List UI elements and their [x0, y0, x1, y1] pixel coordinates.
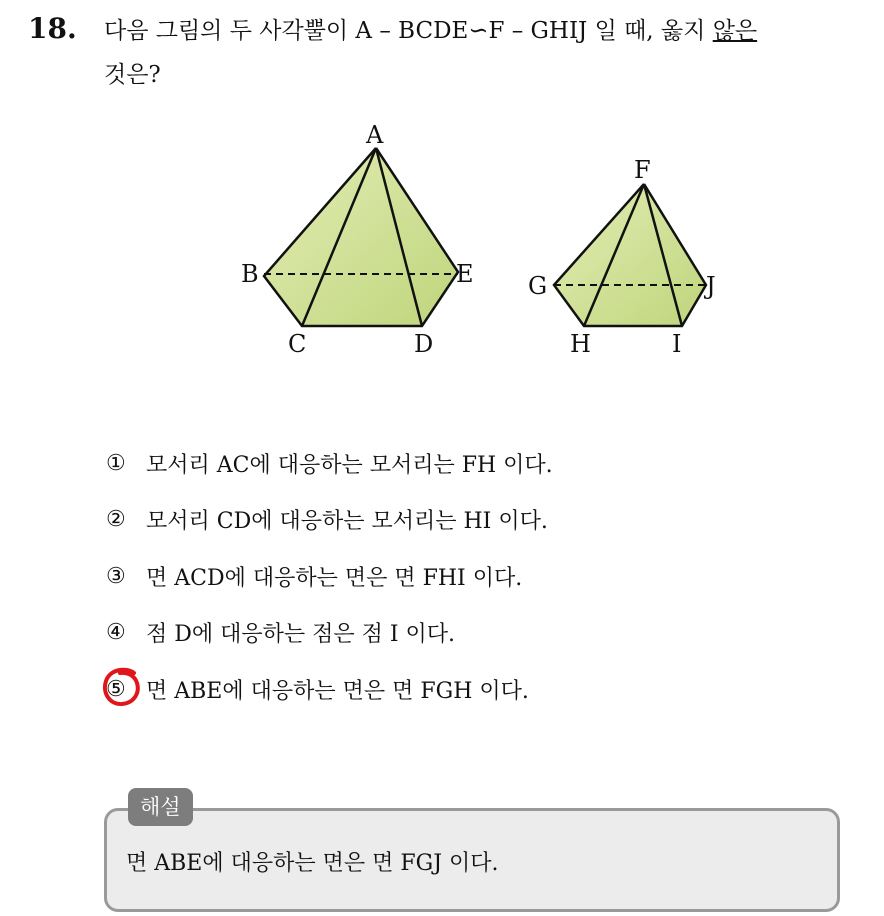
vertex-label-i: I	[672, 330, 682, 358]
question-text-a: 다음 그림의 두 사각뿔이 A – BCDE	[104, 18, 469, 44]
choice-1-number: ①	[106, 451, 126, 476]
vertex-label-f: F	[634, 156, 651, 184]
question-number: 18.	[28, 12, 77, 45]
choice-4[interactable]	[106, 617, 455, 648]
vertex-label-h: H	[570, 330, 591, 358]
choice-1[interactable]	[106, 448, 553, 479]
vertex-label-g: G	[528, 272, 548, 300]
choice-2-text: 모서리 CD에 대응하는 모서리는 HI 이다.	[146, 509, 548, 534]
choice-3-text: 면 ACD에 대응하는 면은 면 FHI 이다.	[146, 566, 523, 591]
pyramid-figure	[0, 0, 884, 400]
question-text-line2: 것은?	[104, 62, 161, 88]
question-text-b: F – GHIJ 일 때, 옳지	[488, 18, 706, 44]
choice-5-text: 면 ABE에 대응하는 면은 면 FGH 이다.	[146, 679, 529, 704]
pyramid-abcde	[241, 121, 474, 358]
similar-symbol: ∽	[468, 16, 489, 44]
choice-2-number: ②	[106, 507, 126, 532]
pyramid-fghij	[528, 156, 716, 358]
vertex-label-a: A	[366, 121, 384, 149]
choice-3-number: ③	[106, 564, 126, 589]
explanation-text: 면 ABE에 대응하는 면은 면 FGJ 이다.	[126, 851, 499, 876]
choice-4-text: 점 D에 대응하는 점은 점 I 이다.	[146, 622, 456, 647]
vertex-label-b: B	[241, 260, 259, 288]
choice-1-text: 모서리 AC에 대응하는 모서리는 FH 이다.	[146, 453, 553, 478]
pyramid1-face	[264, 148, 458, 326]
choice-3[interactable]	[106, 561, 522, 592]
pyramid2-face	[554, 184, 706, 326]
choice-2[interactable]	[106, 504, 548, 535]
explanation-tag: 해설	[128, 788, 193, 826]
vertex-label-d: D	[414, 330, 434, 358]
vertex-label-c: C	[288, 330, 307, 358]
question-underlined-word: 않은	[712, 18, 758, 44]
vertex-label-e: E	[456, 260, 474, 288]
answer-circle-mark	[100, 665, 144, 709]
vertex-label-j: J	[706, 272, 716, 300]
choice-4-number: ④	[106, 620, 126, 645]
choice-5[interactable]	[106, 674, 529, 705]
choice-5-number: ⑤	[106, 677, 126, 702]
